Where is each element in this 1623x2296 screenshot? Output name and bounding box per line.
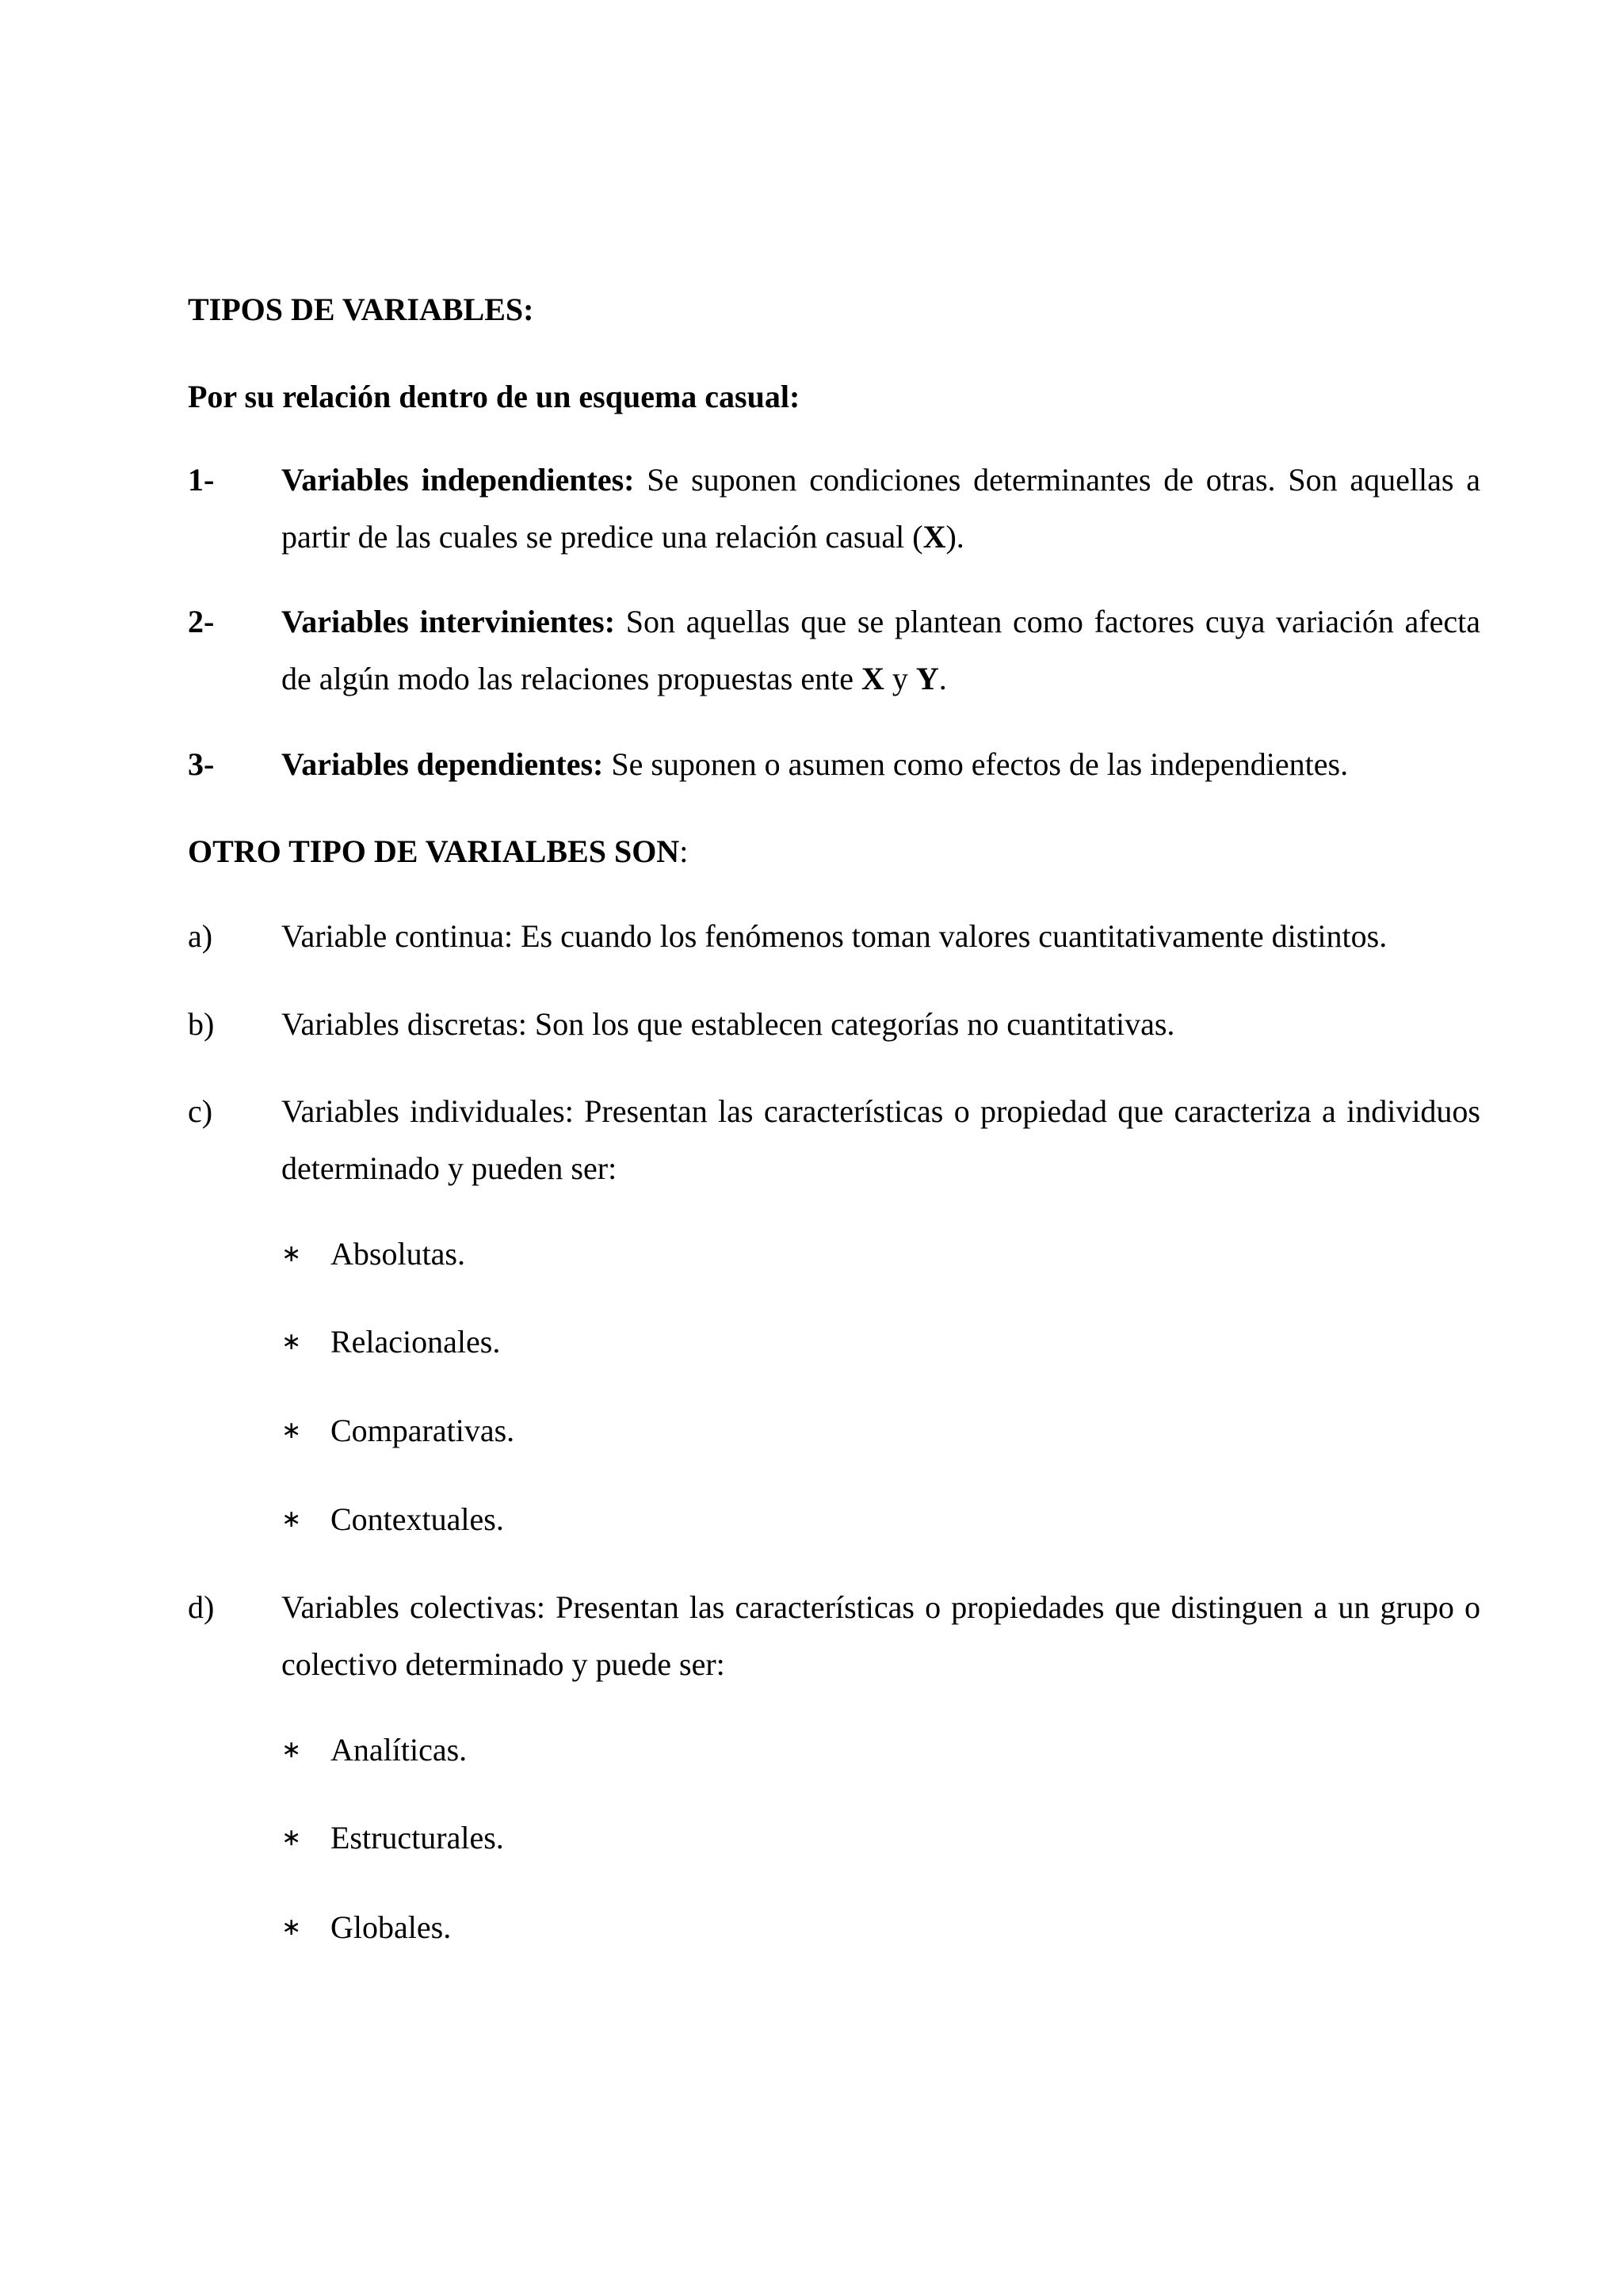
bullet-item xyxy=(281,1822,504,1854)
list-item-individual xyxy=(188,1083,1480,1197)
list-marker: 2- xyxy=(188,604,215,639)
bullet-item xyxy=(281,1415,514,1447)
list-item-text xyxy=(281,452,1480,566)
bullet-text: Globales. xyxy=(330,1909,452,1945)
bullet-item xyxy=(281,1909,452,1945)
definition-text: Se suponen o asumen como efectos de las independientes. xyxy=(603,746,1349,782)
term-label: Variables independientes: xyxy=(281,462,635,498)
list-item-text: Variables individuales: Presentan las características o propiedad que caracteriza a individuos determinado y pueden ser: xyxy=(281,1093,1480,1186)
list-item-text: Variables discretas: Son los que establecen categorías no cuantitativas. xyxy=(281,1006,1175,1042)
list-item-text: Variable continua: Es cuando los fenómenos toman valores cuantitativamente distintos. xyxy=(281,918,1388,954)
variable-x: X xyxy=(861,661,884,696)
list-marker: a) xyxy=(188,918,213,954)
list-marker: 1- xyxy=(188,462,215,498)
asterisk-bullet-icon: ∗ xyxy=(281,1240,302,1268)
list-item-independent xyxy=(188,452,1480,566)
asterisk-bullet-icon: ∗ xyxy=(281,1824,302,1852)
bullet-item xyxy=(281,1238,465,1270)
asterisk-bullet-icon: ∗ xyxy=(281,1913,302,1941)
definition-end: . xyxy=(938,661,947,696)
definition-end: ). xyxy=(945,519,964,555)
list-marker: 3- xyxy=(188,746,215,782)
variable-y: Y xyxy=(915,661,939,696)
list-item-text xyxy=(281,736,1480,793)
bullet-item xyxy=(281,1734,467,1766)
list-item-dependent xyxy=(188,736,1480,793)
section-heading-causal: Por su relación dentro de un esquema casual: xyxy=(188,379,800,414)
asterisk-bullet-icon: ∗ xyxy=(281,1328,302,1356)
bullet-text: Absolutas. xyxy=(330,1236,465,1272)
list-marker: b) xyxy=(188,1006,215,1042)
variable-x: X xyxy=(922,519,946,555)
section-heading-text: OTRO TIPO DE VARIALBES SON xyxy=(188,833,680,869)
definition-text: Se suponen condiciones determinantes de otras. Son aquellas a partir de las cuales se predice una relación casual ( xyxy=(281,462,1481,555)
page-title: TIPOS DE VARIABLES: xyxy=(188,292,534,327)
section-heading-other xyxy=(188,833,689,869)
asterisk-bullet-icon: ∗ xyxy=(281,1736,302,1764)
list-item-collective xyxy=(188,1579,1480,1693)
bullet-text: Estructurales. xyxy=(330,1820,504,1855)
bullet-item xyxy=(281,1501,504,1537)
bullet-text: Relacionales. xyxy=(330,1324,501,1360)
list-item-continuous xyxy=(188,908,1480,965)
conjunction: y xyxy=(884,661,916,696)
bullet-text: Contextuales. xyxy=(330,1501,504,1537)
asterisk-bullet-icon: ∗ xyxy=(281,1417,302,1444)
list-marker: d) xyxy=(188,1589,215,1625)
term-label: Variables intervinientes: xyxy=(281,604,616,639)
list-item-text xyxy=(281,593,1480,707)
list-item-text: Variables colectivas: Presentan las características o propiedades que distinguen a un grupo o colectivo determinado y puede ser: xyxy=(281,1589,1480,1682)
term-label: Variables dependientes: xyxy=(281,746,604,782)
list-marker: c) xyxy=(188,1093,213,1129)
bullet-text: Comparativas. xyxy=(330,1413,515,1448)
definition-text: Son aquellas que se plantean como factores cuya variación afecta de algún modo las relaciones propuestas ente xyxy=(281,604,1481,696)
bullet-text: Analíticas. xyxy=(330,1732,468,1768)
section-heading-colon: : xyxy=(679,833,689,869)
asterisk-bullet-icon: ∗ xyxy=(281,1505,302,1533)
bullet-item xyxy=(281,1326,500,1358)
list-item-discrete xyxy=(188,996,1480,1053)
list-item-intervening xyxy=(188,593,1480,707)
